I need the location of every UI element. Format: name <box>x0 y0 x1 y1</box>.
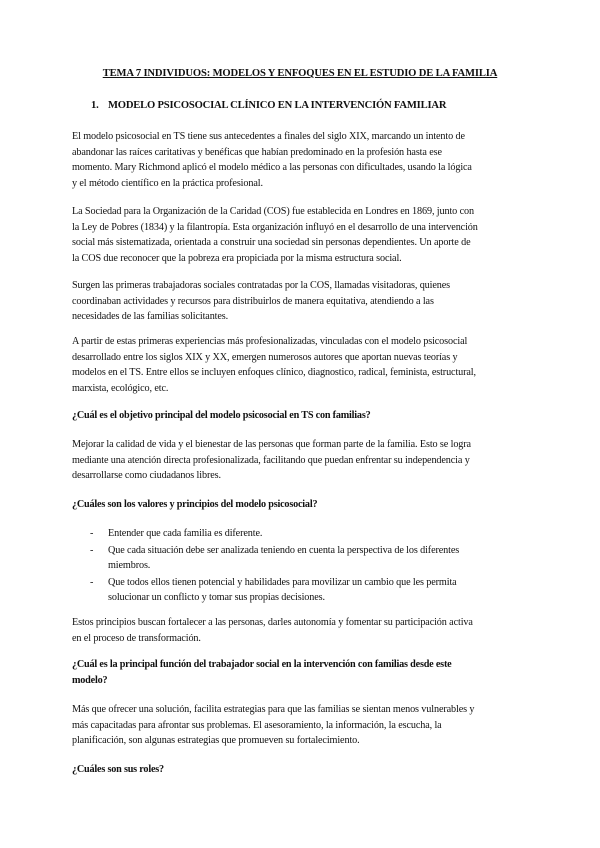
answer-objetivo <box>72 437 534 484</box>
list-item <box>72 575 534 606</box>
question-valores <box>72 497 534 513</box>
list-dash: - <box>90 544 94 556</box>
text-line: modelo? <box>72 674 108 686</box>
text-line: abandonar las raíces caritativas y benéficas que habían predominado en la profesión hasta ese <box>72 146 442 158</box>
section-heading <box>91 100 446 111</box>
text-line: necesidades de las familias solicitantes. <box>72 311 229 322</box>
text-line: ¿Cuáles son los valores y principios del modelo psicosocial? <box>72 499 318 510</box>
text-line: ¿Cuáles son sus roles? <box>72 764 164 775</box>
text-line: solucionar un conflicto y tomar sus propias decisiones. <box>108 592 325 603</box>
section-title: MODELO PSICOSOCIAL CLÍNICO EN LA INTERVENCIÓN FAMILIAR <box>108 100 447 111</box>
text-line: y el método científico en la práctica profesional. <box>72 177 263 189</box>
paragraph-visitadoras <box>72 278 534 325</box>
text-line: desarrollado entre los siglos XIX y XX, emergen numerosos autores que aportan nuevas teorías y <box>72 351 458 363</box>
text-line: A partir de estas primeras experiencias más profesionalizadas, vinculadas con el modelo psicosocial <box>72 336 468 347</box>
document-title: TEMA 7 INDIVIDUOS: MODELOS Y ENFOQUES EN EL ESTUDIO DE LA FAMILIA <box>102 68 498 79</box>
paragraph-intro <box>72 129 534 191</box>
text-line: ¿Cuál es la principal función del trabajador social en la intervención con familias desde este <box>72 659 452 670</box>
text-line: Entender que cada familia es diferente. <box>108 528 263 539</box>
text-line: miembros. <box>108 560 151 571</box>
text-line: modelos en el TS. Entre ellos se incluyen enfoques clínico, diagnostico, radical, feminista, estructural, <box>72 367 476 378</box>
paragraph-cos <box>72 204 534 266</box>
section-number: 1. <box>91 100 99 111</box>
text-line: Mejorar la calidad de vida y el bienestar de las personas que forman parte de la familia. Esto se logra <box>72 439 471 450</box>
text-line: la Ley de Pobres (1834) y la filantropía. Esta organización influyó en el desarrollo de una intervención <box>72 221 478 233</box>
text-line: mediante una atención directa profesionalizada, facilitando que puedan enfrentar su independencia y <box>72 454 470 466</box>
list-item <box>72 543 534 574</box>
text-line: en el proceso de transformación. <box>72 632 201 644</box>
text-line: desarrollarse como ciudadanos libres. <box>72 470 221 481</box>
list-dash: - <box>90 528 94 539</box>
question-roles <box>72 762 534 778</box>
text-line: momento. Mary Richmond aplicó el modelo médico a las personas con dificultades, usando la lógica <box>72 162 472 173</box>
text-line: la COS due reconocer que la pobreza era propiciada por la misma estructura social. <box>72 252 402 264</box>
text-line: social más sistematizada, orientada a construir una sociedad sin personas dependientes. Un aporte de <box>72 237 471 248</box>
question-funcion <box>72 657 534 688</box>
text-line: planificación, son algunas estrategias que promueven su fortalecimiento. <box>72 735 360 746</box>
text-line: Estos principios buscan fortalecer a las personas, darles autonomía y fomentar su participación activa <box>72 617 473 628</box>
text-line: ¿Cuál es el objetivo principal del modelo psicosocial en TS con familias? <box>72 410 371 421</box>
text-line: Que todos ellos tienen potencial y habilidades para movilizar un cambio que les permita <box>108 576 457 588</box>
principles-list <box>72 526 534 607</box>
text-line: Que cada situación debe ser analizada teniendo en cuenta la perspectiva de los diferentes <box>108 544 460 556</box>
list-dash: - <box>90 576 94 588</box>
answer-funcion <box>72 702 534 749</box>
text-line: coordinaban actividades y recursos para distribuirlos de manera equitativa, atendiendo a las <box>72 295 434 307</box>
paragraph-autores <box>72 334 534 396</box>
text-line: La Sociedad para la Organización de la Caridad (COS) fue establecida en Londres en 1869, junto con <box>72 206 474 217</box>
question-objetivo <box>72 408 534 424</box>
text-line: El modelo psicosocial en TS tiene sus antecedentes a finales del siglo XIX, marcando un intento de <box>72 131 465 142</box>
text-line: Surgen las primeras trabajadoras sociales contratadas por la COS, llamadas visitadoras, quienes <box>72 280 450 291</box>
text-line: más capacitadas para afrontar sus problemas. El asesoramiento, la información, la escucha, la <box>72 719 442 731</box>
answer-valores <box>72 615 534 646</box>
text-line: marxista, ecológico, etc. <box>72 382 169 394</box>
list-item <box>72 526 534 542</box>
text-line: Más que ofrecer una solución, facilita estrategias para que las familias se sientan menos vulnerables y <box>72 704 475 715</box>
